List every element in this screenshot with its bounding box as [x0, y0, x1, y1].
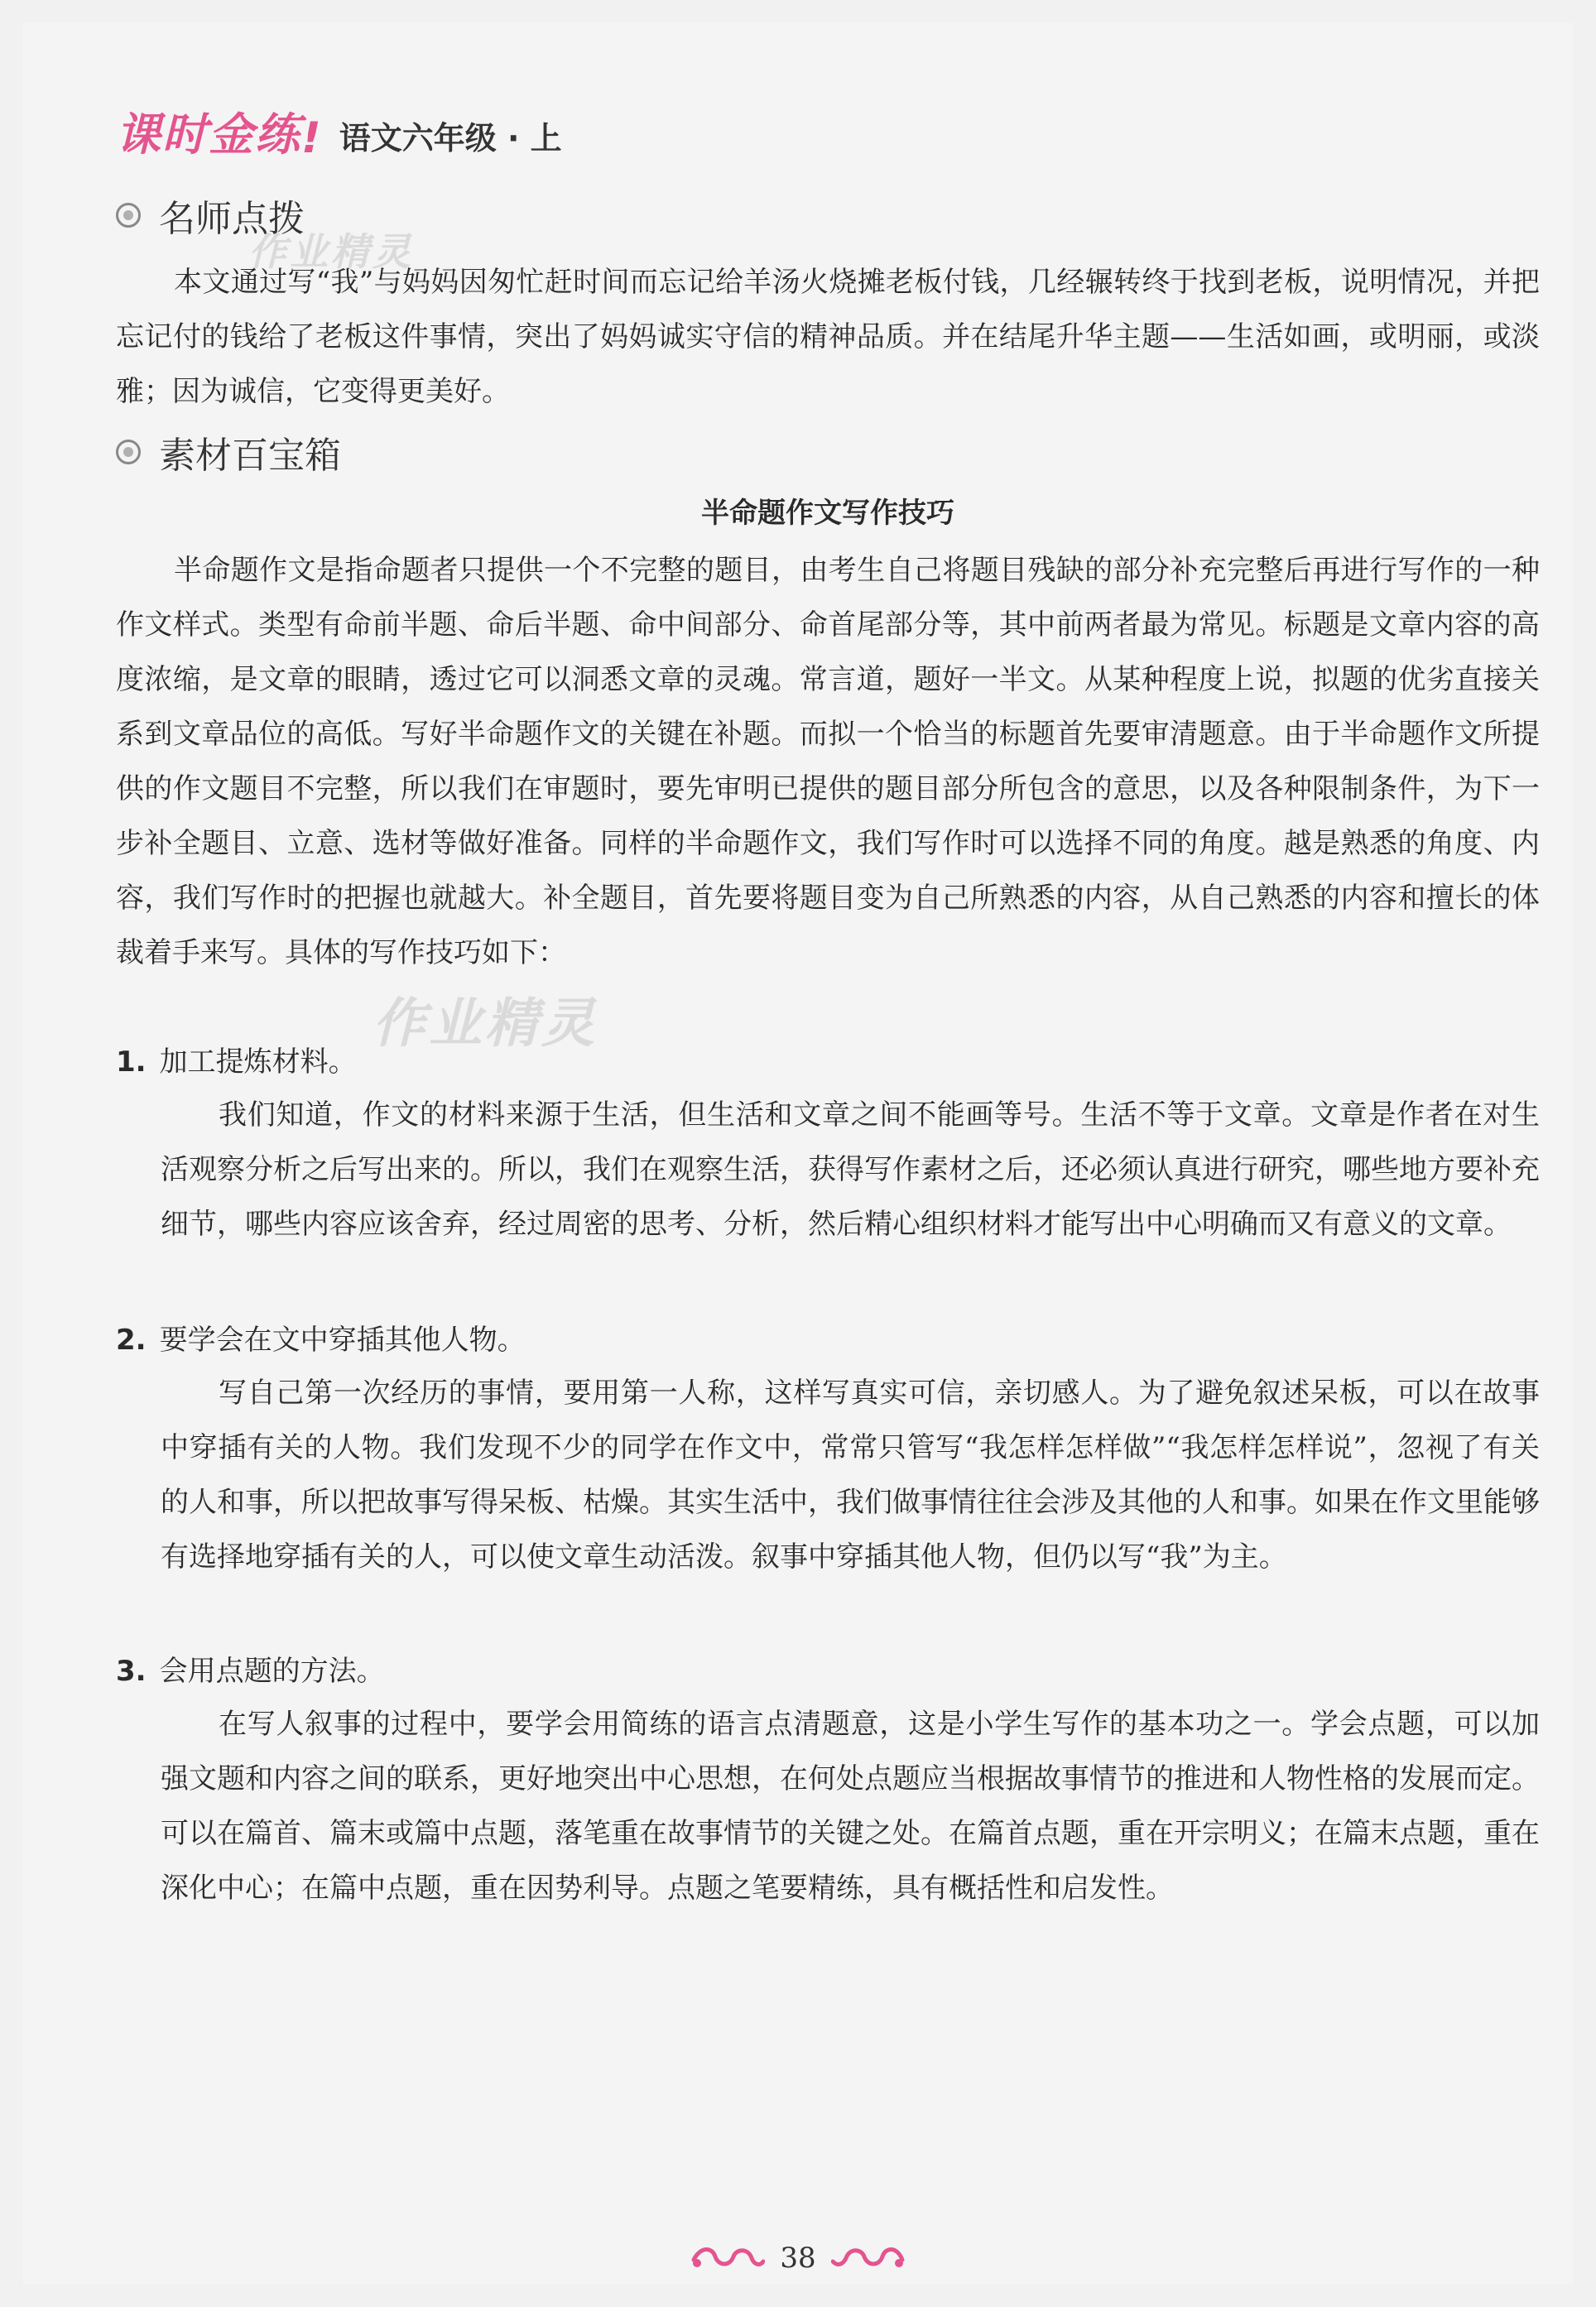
- item-body: 在写人叙事的过程中，要学会用简练的语言点清题意，这是小学生写作的基本功之一。学会点题，可以加强文题和内容之间的联系，更好地突出中心思想，在何处点题应当根据故事情节的推进和人物性格的发展而定。可以在篇首、篇末或篇中点题，落笔重在故事情节的关键之处。在篇首点题，重在开宗明义；在篇末点题，重在深化中心；在篇中点题，重在因势利导。点题之笔要精练，具有概括性和启发性。: [161, 1708, 1540, 1905]
- subject-label: 语文六年级 · 上: [339, 120, 562, 156]
- item-number: 1.: [116, 1045, 147, 1079]
- item-title-text: 加工提炼材料。: [159, 1045, 357, 1079]
- brand-mark: !: [301, 113, 321, 163]
- item-title-text: 要学会在文中穿插其他人物。: [159, 1324, 526, 1357]
- item-number: 3.: [116, 1655, 147, 1688]
- circle-bullet-icon: [116, 440, 141, 464]
- list-item-title: [116, 1651, 385, 1692]
- intro-paragraph: 半命题作文是指命题者只提供一个不完整的题目，由考生自己将题目残缺的部分补充完整后再进行写作的一种作文样式。类型有命前半题、命后半题、命中间部分、命首尾部分等，其中前两者最为常见。标题是文章内容的高度浓缩，是文章的眼睛，透过它可以洞悉文章的灵魂。常言道，题好一半文。从某种程度上说，拟题的优劣直接关系到文章品位的高低。写好半命题作文的关键在补题。而拟一个恰当的标题首先要审清题意。由于半命题作文所提供的作文题目不完整，所以我们在审题时，要先审明已提供的题目部分所包含的意思，以及各种限制条件，为下一步补全题目、立意、选材等做好准备。同样的半命题作文，我们写作时可以选择不同的角度。越是熟悉的角度、内容，我们写作时的把握也就越大。补全题目，首先要将题目变为自己所熟悉的内容，从自己熟悉的内容和擅长的体裁着手来写。具体的写作技巧如下：: [116, 554, 1540, 969]
- item-title-text: 会用点题的方法。: [159, 1655, 385, 1688]
- section-heading-materials: [116, 425, 341, 478]
- left-swirl-icon: [690, 2242, 765, 2275]
- section-title: 素材百宝箱: [159, 435, 341, 477]
- watermark: 作业精灵: [248, 229, 414, 274]
- tips-paragraph: 本文通过写“我”与妈妈因匆忙赶时间而忘记给羊汤火烧摊老板付钱，几经辗转终于找到老板，说明情况，并把忘记付的钱给了老板这件事情，突出了妈妈诚实守信的精神品质。并在结尾升华主题——生活如画，或明丽，或淡雅；因为诚信，它变得更美好。: [116, 266, 1540, 408]
- page-number: 38: [780, 2242, 816, 2275]
- watermark: 作业精灵: [373, 993, 598, 1055]
- list-item-title: [116, 1041, 357, 1083]
- section-title: 名师点拨: [159, 198, 305, 240]
- brand-title: 课时金练: [116, 108, 301, 161]
- item-number: 2.: [116, 1324, 147, 1357]
- item-body: 我们知道，作文的材料来源于生活，但生活和文章之间不能画等号。生活不等于文章。文章是作者在对生活观察分析之后写出来的。所以，我们在观察生活，获得写作素材之后，还必须认真进行研究，哪些地方要补充细节，哪些内容应该舍弃，经过周密的思考、分析，然后精心组织材料才能写出中心明确而又有意义的文章。: [161, 1098, 1540, 1241]
- item-body: 写自己第一次经历的事情，要用第一人称，这样写真实可信，亲切感人。为了避免叙述呆板，可以在故事中穿插有关的人物。我们发现不少的同学在作文中，常常只管写“我怎样怎样做”“我怎样怎样说”，忽视了有关的人和事，所以把故事写得呆板、枯燥。其实生活中，我们做事情往往会涉及其他的人和事。如果在作文里能够有选择地穿插有关的人，可以使文章生动活泼。叙事中穿插其他人物，但仍以写“我”为主。: [161, 1377, 1540, 1574]
- list-item-title: [116, 1319, 526, 1361]
- right-swirl-icon: [831, 2242, 906, 2275]
- page-header: [116, 103, 562, 163]
- article-subtitle: 半命题作文写作技巧: [701, 497, 954, 530]
- circle-bullet-icon: [116, 203, 141, 228]
- page-footer: [0, 2242, 1596, 2275]
